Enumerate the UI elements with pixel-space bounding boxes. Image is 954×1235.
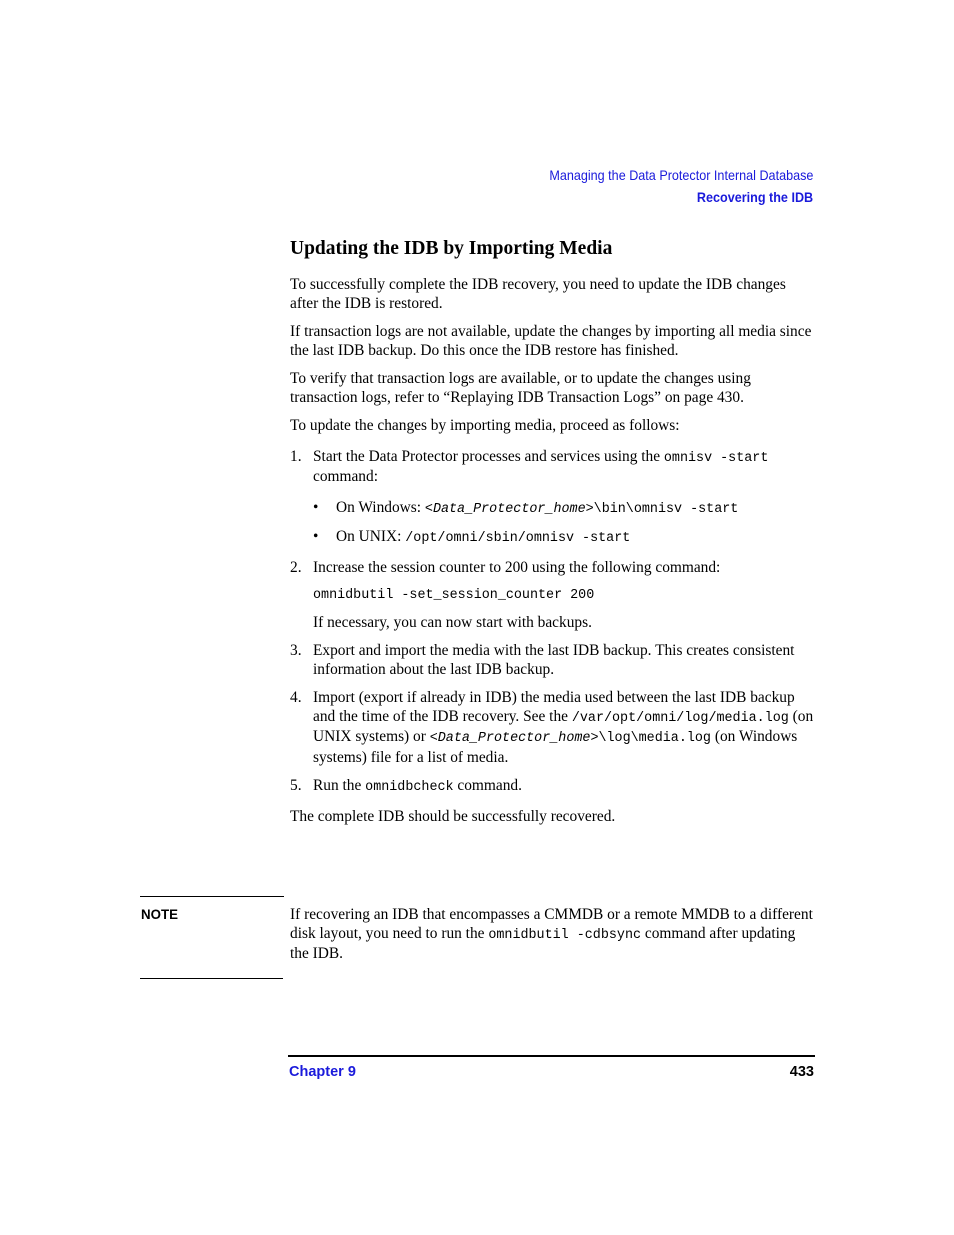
inline-code: < <box>429 731 438 746</box>
running-header-chapter[interactable]: Managing the Data Protector Internal Database <box>548 167 813 183</box>
main-content <box>290 237 815 836</box>
note-label: NOTE <box>141 906 178 922</box>
note-text-part: If recovering an IDB that encompasses a CMMDB or a remote MMDB to a different disk layout, you need to run the <box>290 906 813 942</box>
inline-code: omnidbutil -cdbsync <box>488 927 642 943</box>
running-header-section[interactable]: Recovering the IDB <box>696 189 813 205</box>
note-text <box>290 906 815 964</box>
bullet-windows <box>313 499 815 520</box>
step-4 <box>290 689 815 767</box>
step-text: command: <box>313 468 378 485</box>
inline-code-italic: Data_Protector_home <box>437 731 591 746</box>
conclusion-paragraph: The complete IDB should be successfully recovered. <box>290 807 616 825</box>
bullet-unix <box>313 528 815 549</box>
bullet-label: On Windows: <box>336 498 425 516</box>
footer-rule <box>288 1055 815 1057</box>
inline-code: >\bin\omnisv -start <box>585 501 739 517</box>
step-text: Increase the session counter to 200 using the following command: <box>313 558 721 576</box>
bullet-dot: • <box>313 528 319 545</box>
inline-code: >\log\media.log <box>590 731 711 746</box>
intro-paragraph-3: To verify that transaction logs are available, or to update the changes using transaction logs, refer to “Replaying IDB Transaction Logs” on page 430. <box>290 370 751 406</box>
bullet-list <box>313 499 815 549</box>
inline-code: omnidbcheck <box>365 780 454 795</box>
step-text: Export and import the media with the last IDB backup. This creates consistent information about the last IDB backup. <box>313 642 795 678</box>
bullet-dot: • <box>313 498 319 516</box>
procedure-steps <box>290 448 815 798</box>
step-text: (on Windows systems) file for a list of media. <box>313 728 798 766</box>
step-text: Start the Data Protector processes and services using the <box>313 447 664 465</box>
step-text: Import (export if already in IDB) the media used between the last IDB backup and the time of the IDB recovery. See the <box>313 689 795 725</box>
intro-paragraph-2: If transaction logs are not available, update the changes by importing all media since the last IDB backup. Do this once the IDB restore has finished. <box>290 323 812 359</box>
inline-code: < <box>424 501 433 517</box>
inline-code: /opt/omni/sbin/omnisv -start <box>405 531 631 546</box>
step-text: command. <box>453 777 522 794</box>
section-heading: Updating the IDB by Importing Media <box>290 238 613 259</box>
step-number: 5. <box>290 777 302 794</box>
note-top-rule <box>140 896 284 897</box>
inline-code: omnisv -start <box>663 450 769 466</box>
bullet-label: On UNIX: <box>336 528 406 545</box>
step-2 <box>290 559 815 633</box>
step-number: 2. <box>290 558 302 576</box>
step-5 <box>290 777 815 798</box>
command-line: omnidbutil -set_session_counter 200 <box>313 588 595 603</box>
footer-chapter-link[interactable]: Chapter 9 <box>289 1064 356 1080</box>
intro-paragraph-4: To update the changes by importing media, proceed as follows: <box>290 417 680 434</box>
step-3 <box>290 642 815 679</box>
note-bottom-rule <box>140 978 283 979</box>
note-text-part: command after updating the IDB. <box>290 924 796 962</box>
step-text: (on UNIX systems) or <box>313 707 814 745</box>
step-1 <box>290 448 815 549</box>
inline-code-italic: Data_Protector_home <box>432 501 586 517</box>
intro-paragraph-1: To successfully complete the IDB recovery, you need to update the IDB changes after the IDB is restored. <box>290 276 786 312</box>
step-number: 3. <box>290 642 302 659</box>
step-number: 1. <box>290 447 302 465</box>
step-number: 4. <box>290 689 302 706</box>
step-text: Run the <box>313 777 366 794</box>
page-number: 433 <box>789 1064 814 1080</box>
inline-code: /var/opt/omni/log/media.log <box>571 710 789 726</box>
step-note: If necessary, you can now start with backups. <box>313 613 592 631</box>
